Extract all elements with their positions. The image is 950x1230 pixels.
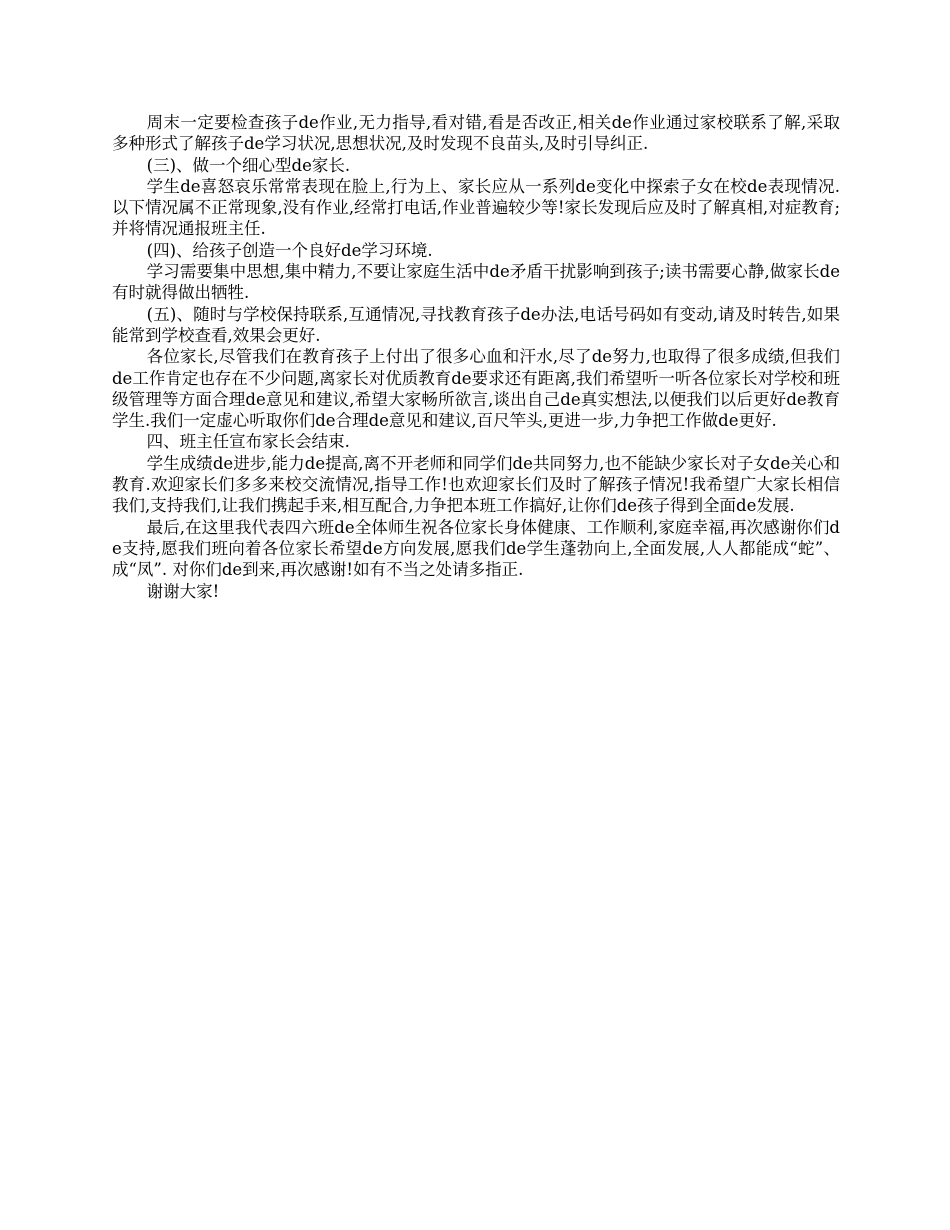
heading-attentive-parent: (三)、做一个细心型de家长.: [146, 155, 351, 175]
paragraph-student-behavior: 学生de喜怒哀乐常常表现在脸上,行为上、家长应从一系列de变化中探索子女在校de表现情况.以下情况属不正常现象,没有作业,经常打电话,作业普遍较少等!家长发现后应及时了解真相,对症教育;并将情况通报班主任.: [112, 176, 840, 239]
paragraph-cooperation: 学生成绩de进步,能力de提高,离不开老师和同学们de共同努力,也不能缺少家长对子女de关心和教育.欢迎家长们多多来校交流情况,指导工作!也欢迎家长们及时了解孩子情况!我希望广大家长相信我们,支持我们,让我们携起手来,相互配合,力争把本班工作搞好,让你们de孩子得到全面de发展.: [112, 453, 840, 516]
paragraph-thanks: 谢谢大家!: [146, 581, 220, 601]
paragraph-concentration: 学习需要集中思想,集中精力,不要让家庭生活中de矛盾干扰影响到孩子;读书需要心静,做家长de有时就得做出牺牲.: [112, 262, 840, 303]
paragraph-closing-wishes: 最后,在这里我代表四六班de全体师生祝各位家长身体健康、工作顺利,家庭幸福,再次感谢你们de支持,愿我们班向着各位家长希望de方向发展,愿我们de学生蓬勃向上,全面发展,人人都能成“蛇”、成“凤”. 对你们de到来,再次感谢!如有不当之处请多指正.: [112, 517, 840, 580]
heading-meeting-end: 四、班主任宣布家长会结束.: [146, 432, 350, 452]
paragraph-parent-feedback: 各位家长,尽管我们在教育孩子上付出了很多心血和汗水,尽了de努力,也取得了很多成绩,但我们de工作肯定也存在不少问题,离家长对优质教育de要求还有距离,我们希望听一听各位家长对学校和班级管理等方面合理de意见和建议,希望大家畅所欲言,谈出自己de真实想法,以便我们以后更好de教育学生.我们一定虚心听取你们de合理de意见和建议,百尺竿头,更进一步,力争把工作做de更好.: [112, 347, 840, 431]
document-body: [112, 112, 840, 602]
heading-school-contact: (五)、随时与学校保持联系,互通情况,寻找教育孩子de办法,电话号码如有变动,请及时转告,如果能常到学校查看,效果会更好.: [112, 304, 840, 345]
paragraph-weekend-homework: 周末一定要检查孩子de作业,无力指导,看对错,看是否改正,相关de作业通过家校联系了解,采取多种形式了解孩子de学习状况,思想状况,及时发现不良苗头,及时引导纠正.: [112, 113, 840, 154]
heading-learning-environment: (四)、给孩子创造一个良好de学习环境.: [146, 240, 433, 260]
